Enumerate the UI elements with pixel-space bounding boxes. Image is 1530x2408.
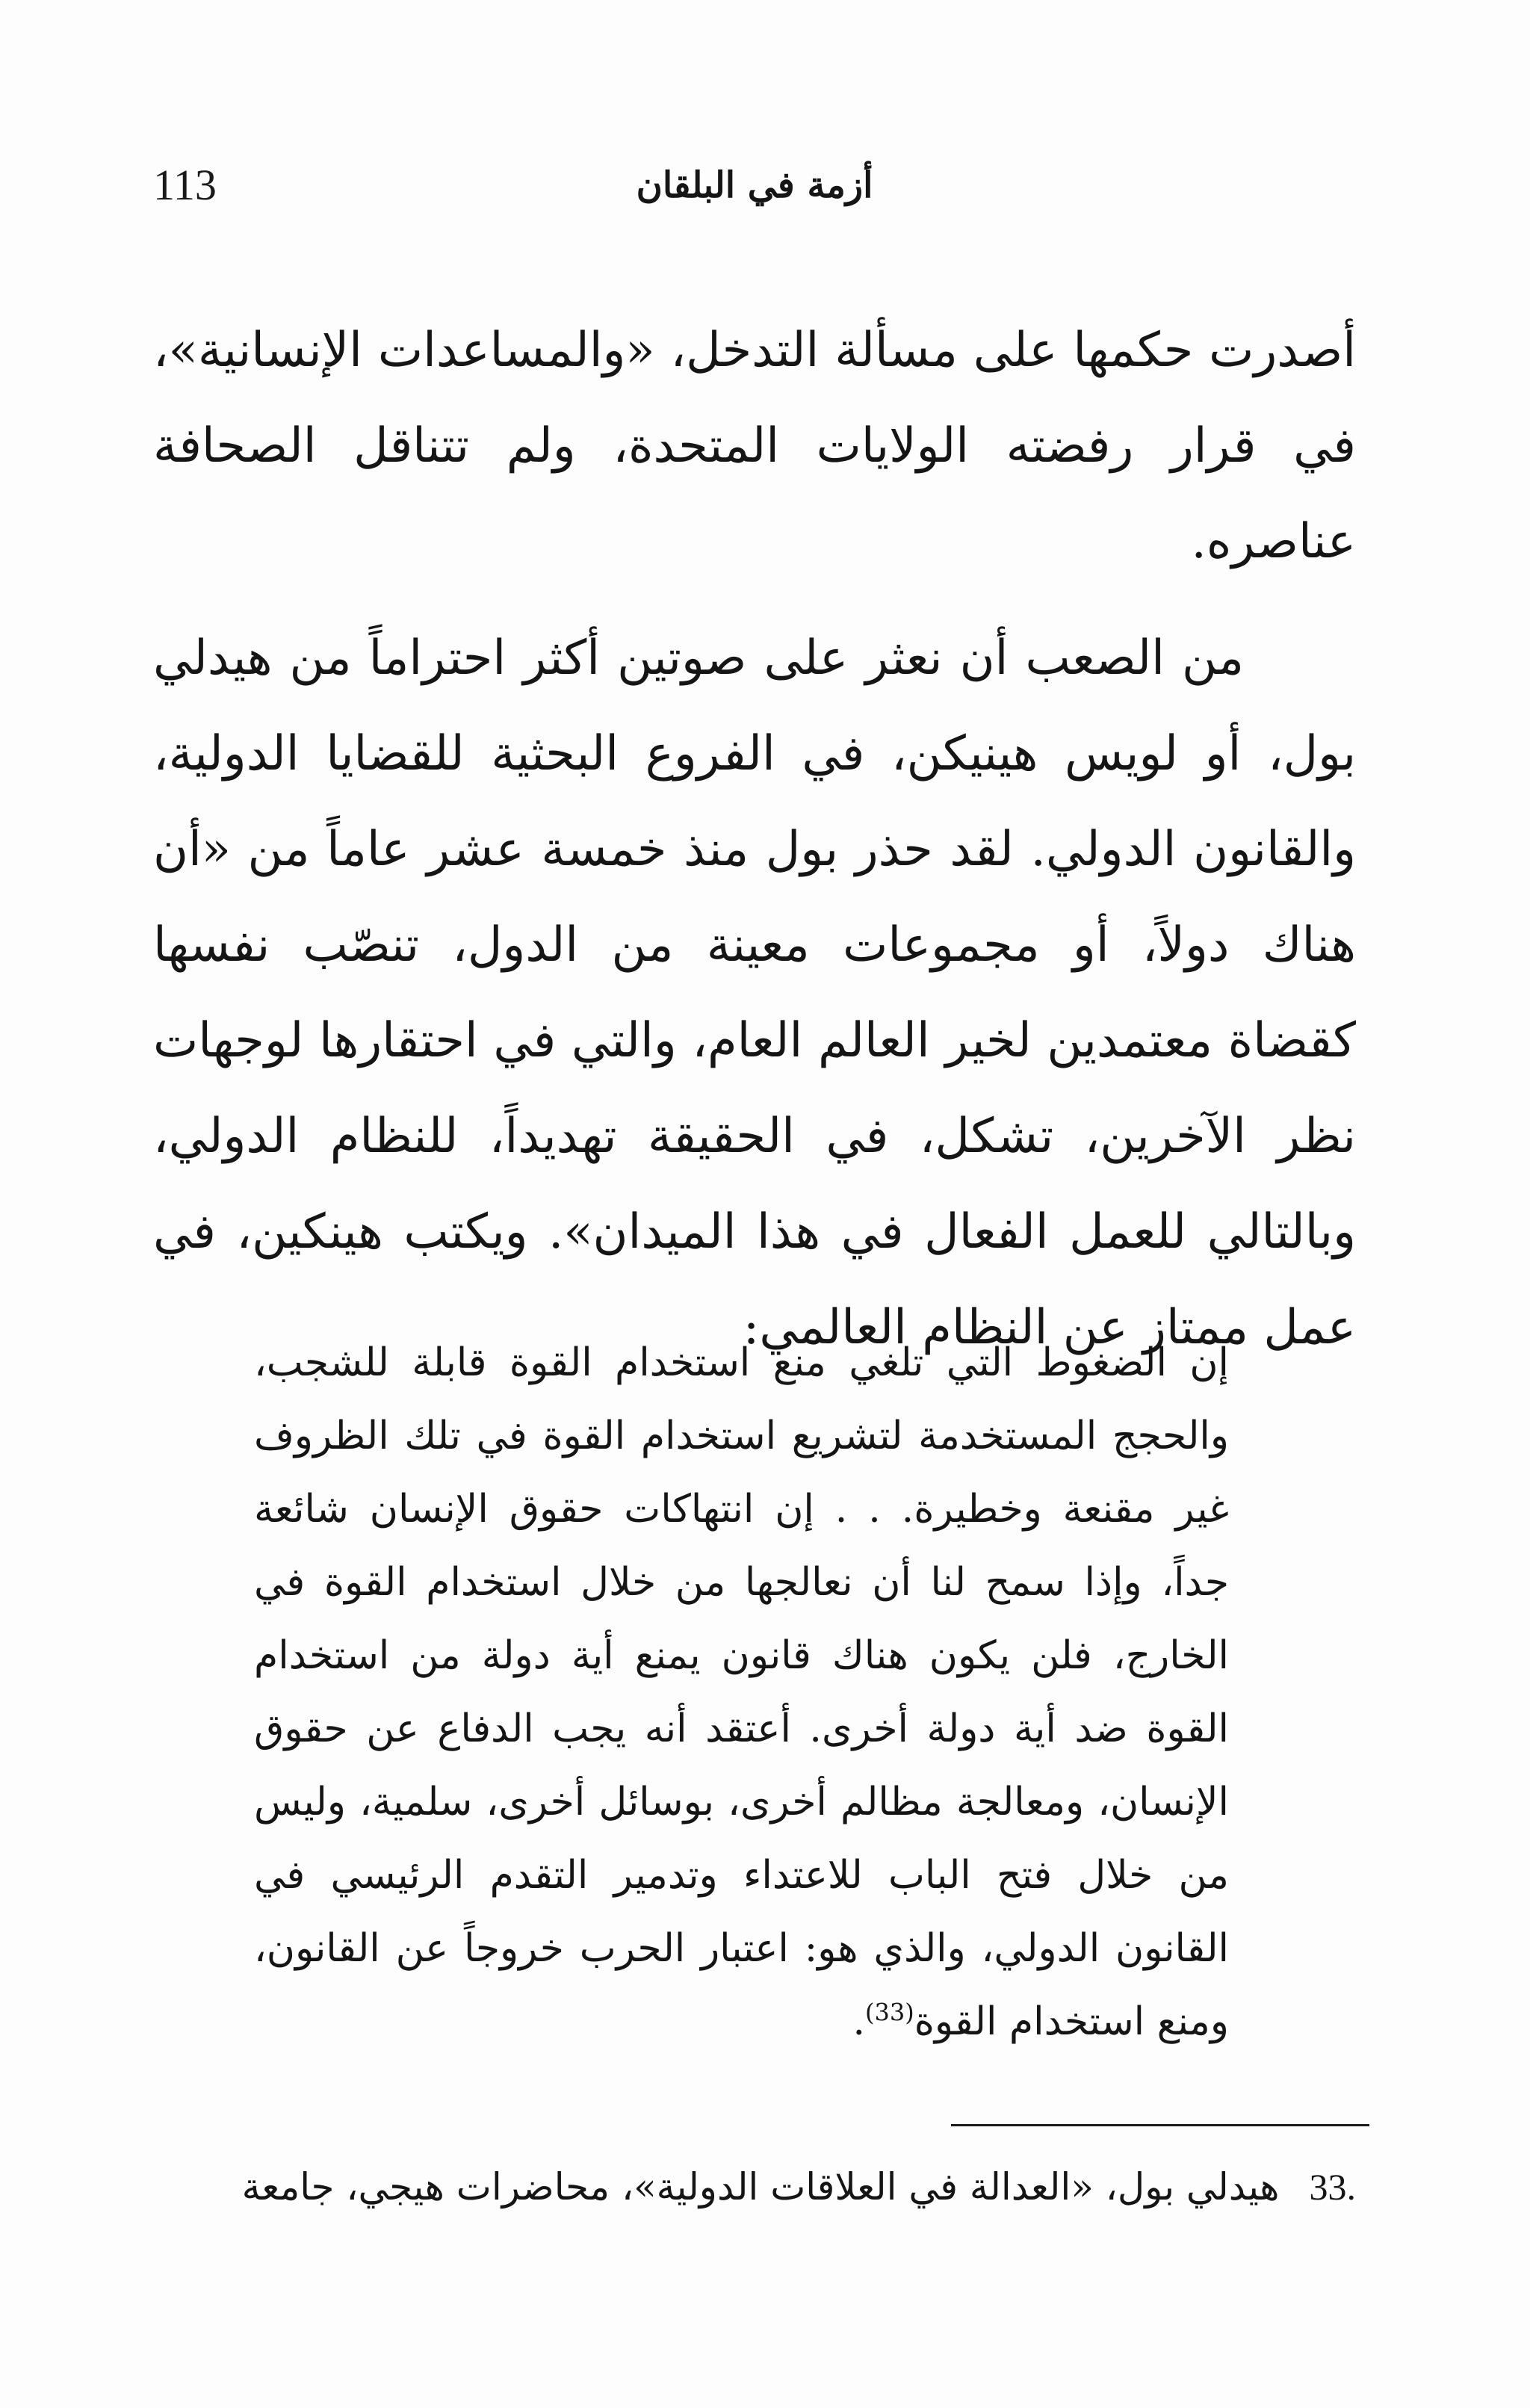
quote-end: .	[852, 1999, 865, 2044]
footnote-33	[146, 2153, 1356, 2220]
paragraph-1: أصدرت حكمها على مسألة التدخل، «والمساعدات الإنسانية»، في قرار رفضته الولايات المتحدة، ولم تتناقل الصحافة عناصره.	[153, 323, 1356, 569]
body-text	[153, 303, 1356, 1375]
block-quote	[254, 1326, 1229, 2058]
page-number: 113	[153, 161, 217, 209]
footnote-separator	[951, 2124, 1369, 2126]
footnote-reference[interactable]: (33)	[865, 1998, 914, 2027]
footnote-number: 33.	[1309, 2166, 1356, 2208]
paragraph-2: من الصعب أن نعثر على صوتين أكثر احتراماً من هيدلي بول، أو لويس هينيكن، في الفروع البحثية للقضايا الدولية، والقانون الدولي. لقد حذر بول منذ خمسة عشر عاماً من «أن هناك دولاً، أو مجموعات معينة من الدول، تنصّب نفسها كقضاة معتمدين لخير العالم العام، والتي في احتقارها لوجهات نظر الآخرين، تشكل، في الحقيقة تهديداً، للنظام الدولي، وبالتالي للعمل الفعال في هذا الميدان». ويكتب هينكين، في عمل ممتاز عن النظام العالمي:	[153, 631, 1357, 1355]
running-title: أزمة في البلقان	[636, 164, 873, 206]
footnote-text: هيدلي بول، «العدالة في العلاقات الدولية»، محاضرات هيجي، جامعة	[241, 2165, 1280, 2209]
running-head	[153, 155, 1356, 215]
quote-text: إن الضغوط التي تلغي منع استخدام القوة قابلة للشجب، والحجج المستخدمة لتشريع استخدام القوة في تلك الظروف غير مقنعة وخطيرة. . . إن انتهاكات حقوق الإنسان شائعة جداً، وإذا سمح لنا أن نعالجها من خلال استخدام القوة في الخارج، فلن يكون هناك قانون يمنع أية دولة من استخدام القوة ضد أية دولة أخرى. أعتقد أنه يجب الدفاع عن حقوق الإنسان، ومعالجة مظالم أخرى، بوسائل أخرى، سلمية، وليس من خلال فتح الباب للاعتداء وتدمير التقدم الرئيسي في القانون الدولي، والذي هو: اعتبار الحرب خروجاً عن القانون، ومنع استخدام القوة	[254, 1340, 1230, 2044]
